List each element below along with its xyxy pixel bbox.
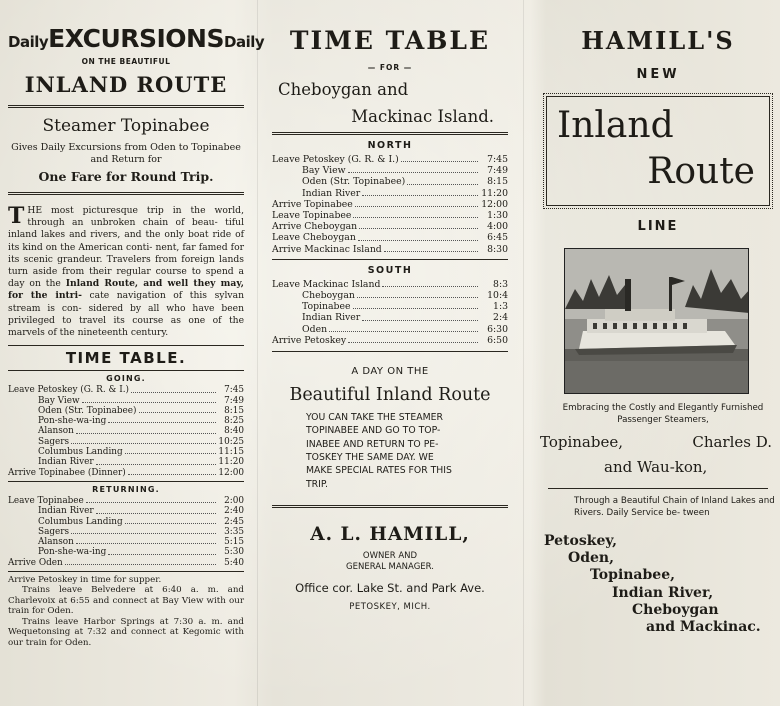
departure-time: 3:35	[224, 526, 244, 537]
north-schedule	[272, 154, 508, 255]
departure-time: 7:45	[487, 154, 508, 165]
going-schedule	[8, 385, 244, 478]
para-line: sidered by all who have been privileged to	[8, 302, 245, 326]
leader-dots	[125, 517, 216, 524]
stop-name: Leave Topinabee	[272, 210, 352, 222]
schedule-row	[8, 406, 244, 416]
stop-item: and Mackinac.	[646, 619, 761, 636]
leader-dots	[125, 447, 216, 454]
para-line: Travelers from foreign lands turn aside from	[8, 253, 244, 278]
general-manager: GENERAL MANAGER.	[346, 561, 434, 572]
departure-time: 8:30	[487, 243, 508, 255]
stop-name: Leave Cheboygan	[272, 232, 356, 244]
stop-name: Pon-she-wa-ing	[38, 547, 107, 558]
divider	[8, 481, 244, 482]
departure-time: 10:25	[218, 436, 244, 447]
hamills-heading: HAMILL'S	[581, 26, 735, 55]
stop-name: Bay View	[302, 165, 346, 177]
divider	[8, 105, 244, 108]
schedule-row	[272, 301, 508, 312]
owner-name: A. L. HAMILL,	[310, 523, 470, 545]
note-harbor-springs: Trains leave Harbor Springs at 7:30 a. m. and Wequetonsing at 7:32 and connect at Kegomic with our train for Oden.	[8, 616, 244, 648]
schedule-row	[272, 221, 508, 232]
boat-charles-d: Charles D.	[692, 433, 772, 451]
inland-word: Inland	[557, 105, 674, 146]
para-line: HE most picturesque trip in the world,	[27, 205, 244, 216]
middle-panel	[272, 0, 508, 706]
leader-dots	[71, 437, 216, 444]
schedule-row	[8, 437, 244, 447]
divider	[8, 192, 244, 195]
stop-item: Topinabee,	[590, 567, 675, 584]
schedule-row	[8, 426, 244, 436]
leader-dots	[108, 547, 216, 554]
excursions-heading	[8, 24, 265, 53]
steamer-topinabee: Steamer Topinabee	[42, 116, 210, 136]
para-line: cate navigation of this sylvan stream is con-	[8, 290, 244, 314]
departure-time: 12:00	[481, 198, 508, 210]
divider	[8, 345, 244, 346]
leader-dots	[96, 457, 216, 464]
divider	[8, 571, 244, 572]
departure-time: 11:20	[481, 187, 508, 199]
going-heading: GOING.	[106, 374, 146, 384]
embracing-text: Embracing the Costly and Elegantly Furnished Passenger Steamers,	[562, 403, 764, 425]
leader-dots	[362, 188, 478, 196]
description-paragraph	[8, 205, 244, 339]
one-fare: One Fare for Round Trip.	[38, 169, 214, 184]
para-line: their regular course to spend a day on the	[8, 266, 244, 290]
fold-line	[523, 0, 524, 706]
departure-time: 1:30	[487, 210, 508, 222]
departure-time: 10:4	[487, 290, 508, 302]
for-text: FOR	[379, 63, 401, 72]
schedule-row	[272, 279, 508, 290]
departure-time: 2:00	[224, 495, 244, 506]
departure-time: 5:15	[224, 537, 244, 548]
schedule-row	[8, 527, 244, 537]
stop-name: Columbus Landing	[38, 447, 123, 458]
boat-topinabee: Topinabee,	[540, 433, 623, 451]
daily-left: Daily	[8, 33, 49, 51]
departure-time: 6:45	[487, 232, 508, 244]
a-day-on-the: A DAY ON THE	[351, 366, 429, 378]
departure-time: 12:00	[218, 467, 244, 478]
para-line: travel its course as one of the marvels of the	[8, 314, 245, 339]
leader-dots	[348, 165, 478, 173]
left-panel	[8, 0, 265, 706]
stop-name: Leave Petoskey (G. R. & I.)	[8, 385, 129, 396]
steamer-photo	[564, 248, 749, 394]
cheboygan-line: Cheboygan and	[278, 80, 409, 99]
leader-dots	[357, 290, 478, 298]
departure-time: 8:25	[224, 416, 244, 427]
stop-item: Cheboygan	[632, 601, 719, 618]
stop-name: Bay View	[38, 395, 80, 406]
schedule-row	[272, 232, 508, 243]
stop-name: Alanson	[38, 537, 74, 548]
stop-name: Oden	[302, 323, 328, 335]
schedule-row	[272, 324, 508, 335]
leader-dots	[384, 244, 478, 252]
stop-name: Pon-she-wa-ing	[38, 416, 107, 427]
schedule-row	[272, 290, 508, 301]
schedule-row	[272, 312, 508, 323]
stops-list	[540, 533, 776, 636]
stop-name: Cheboygan	[302, 290, 355, 302]
mackinac-line: Mackinac Island.	[351, 107, 494, 126]
stop-name: Indian River	[38, 506, 94, 517]
you-can-line: TRIP.	[306, 478, 328, 490]
para-line: nineteenth century.	[77, 327, 169, 339]
leader-dots	[131, 385, 216, 392]
departure-time: 8:40	[224, 426, 244, 437]
leader-dots	[76, 537, 216, 544]
stop-name: Indian River	[302, 187, 361, 199]
stop-name: Columbus Landing	[38, 516, 123, 527]
para-line: boat ride of its kind on the American conti-	[8, 229, 245, 253]
departure-time: 8:15	[224, 405, 244, 416]
departure-time: 2:4	[493, 312, 508, 324]
stop-name: Sagers	[38, 526, 70, 537]
right-panel	[540, 0, 776, 706]
drop-cap: T	[8, 203, 25, 229]
stop-name: Oden (Str. Topinabee)	[302, 176, 406, 188]
departure-time: 6:50	[487, 334, 508, 346]
divider	[272, 259, 508, 260]
through-text: Through a Beautiful Chain of Inland Lakes and Rivers. Daily Service be- tween	[574, 496, 775, 518]
city: PETOSKEY, MICH.	[349, 601, 431, 612]
leader-dots	[382, 279, 478, 287]
schedule-row	[8, 385, 244, 395]
you-can-take	[272, 411, 508, 491]
departure-time: 8:15	[487, 176, 508, 188]
stop-name: Leave Mackinac Island	[272, 278, 381, 290]
leader-dots	[362, 312, 478, 320]
route-word: Route	[647, 151, 755, 192]
south-heading: SOUTH	[367, 264, 413, 276]
departure-time: 7:49	[487, 165, 508, 177]
divider	[272, 351, 508, 352]
gives-excursions: Gives Daily Excursions from Oden to Topinabee and Return for	[11, 142, 241, 165]
leader-dots	[348, 335, 478, 343]
leader-dots	[353, 301, 479, 309]
schedule-row	[272, 244, 508, 255]
excursions-word: EXCURSIONS	[48, 24, 224, 53]
departure-time: 7:49	[224, 395, 244, 406]
para-line: through an unbroken chain of beau-	[27, 217, 218, 229]
inland-route-heading: INLAND ROUTE	[24, 72, 228, 97]
departure-time: 2:45	[224, 516, 244, 527]
para-line: tiful inland lakes and rivers, and the only	[8, 217, 245, 241]
stop-name: Arrive Cheboygan	[272, 221, 358, 233]
schedule-row	[8, 457, 244, 467]
leader-dots	[329, 324, 478, 332]
new-label: NEW	[636, 67, 680, 82]
schedule-row	[8, 447, 244, 457]
fold-line	[257, 0, 258, 706]
stop-item: Indian River,	[612, 584, 714, 601]
schedule-row	[8, 396, 244, 406]
steamer-names	[540, 430, 776, 480]
stop-name: Indian River	[302, 312, 361, 324]
stop-name: Arrive Oden	[8, 557, 63, 568]
for-label: — FOR —	[367, 63, 413, 72]
departure-time: 5:40	[224, 557, 244, 568]
divider	[272, 132, 508, 135]
leader-dots	[96, 506, 216, 513]
leader-dots	[108, 416, 216, 423]
on-the-beautiful: ON THE BEAUTIFUL	[81, 57, 171, 66]
schedule-row	[272, 335, 508, 346]
schedule-row	[8, 547, 244, 557]
stop-name: Topinabee	[302, 301, 351, 313]
you-can-line: TOSKEY THE SAME DAY. WE	[306, 451, 434, 463]
departure-time: 11:15	[218, 447, 244, 458]
divider	[548, 488, 768, 489]
para-line: nent, far famed for its scenic grandeur.	[8, 241, 244, 265]
note-belvedere: Trains leave Belvedere at 6:40 a. m. and Charlevoix at 6:55 and connect at Bay View with our train for Oden.	[8, 585, 244, 617]
para-line: Inland Route, and well they may, for the intri-	[8, 278, 244, 302]
daily-right: Daily	[224, 33, 265, 51]
departure-time: 8:3	[493, 278, 508, 290]
stop-name: Arrive Topinabee (Dinner)	[8, 467, 126, 478]
leader-dots	[407, 176, 478, 184]
departure-time: 5:30	[224, 547, 244, 558]
schedule-row	[8, 506, 244, 516]
leader-dots	[139, 406, 216, 413]
leader-dots	[359, 221, 478, 229]
leader-dots	[128, 468, 216, 475]
timetable-heading: TIME TABLE.	[65, 349, 187, 368]
stop-name: Alanson	[38, 426, 74, 437]
you-can-line: INABEE AND RETURN TO PE-	[306, 438, 439, 450]
departure-time: 1:3	[493, 301, 508, 313]
stop-name: Sagers	[38, 436, 70, 447]
owner-and: OWNER AND	[362, 550, 418, 561]
boat-waukon: and Wau-kon,	[604, 458, 708, 476]
schedule-row	[8, 537, 244, 547]
schedule-row	[8, 517, 244, 527]
you-can-line: MAKE SPECIAL RATES FOR THIS	[306, 465, 452, 477]
office-address: Office cor. Lake St. and Park Ave.	[295, 580, 485, 595]
stop-item: Petoskey,	[544, 533, 618, 549]
note-supper: Arrive Petoskey in time for supper.	[8, 574, 162, 585]
schedule-row	[272, 154, 508, 165]
leader-dots	[86, 496, 216, 503]
returning-heading: RETURNING.	[92, 484, 160, 494]
timetable-title: TIME TABLE	[289, 26, 491, 55]
leader-dots	[71, 527, 216, 534]
leader-dots	[355, 199, 478, 207]
stop-item: Oden,	[568, 550, 614, 567]
steamer-illustration	[565, 249, 749, 394]
departure-time: 2:40	[224, 506, 244, 517]
divider	[8, 370, 244, 371]
stop-name: Arrive Petoskey	[272, 334, 347, 346]
schedule-row	[272, 165, 508, 176]
leader-dots	[358, 232, 478, 240]
stop-name: Oden (Str. Topinabee)	[38, 405, 137, 416]
stop-name: Arrive Mackinac Island	[272, 243, 382, 255]
returning-schedule	[8, 496, 244, 568]
line-label: LINE	[637, 219, 679, 234]
inland-route-box	[546, 96, 770, 206]
schedule-row	[272, 199, 508, 210]
leader-dots	[76, 426, 216, 433]
schedule-row	[272, 210, 508, 221]
departure-time: 6:30	[487, 323, 508, 335]
schedule-row	[272, 188, 508, 199]
schedule-row	[8, 558, 244, 568]
south-schedule	[272, 279, 508, 346]
stop-name: Leave Topinabee	[8, 495, 84, 506]
divider	[272, 505, 508, 508]
leader-dots	[82, 396, 216, 403]
leader-dots	[65, 558, 216, 565]
stop-name: Indian River	[38, 457, 94, 468]
owner-title	[272, 551, 508, 573]
leader-dots	[401, 154, 478, 162]
schedule-row	[8, 468, 244, 478]
leader-dots	[353, 210, 478, 218]
stop-name: Leave Petoskey (G. R. & I.)	[272, 154, 399, 165]
departure-time: 4:00	[487, 221, 508, 233]
departure-time: 7:45	[224, 385, 244, 396]
schedule-row	[8, 496, 244, 506]
you-can-line: YOU CAN TAKE THE STEAMER	[306, 412, 443, 424]
you-can-line: TOPINABEE AND GO TO TOP-	[306, 425, 441, 437]
departure-time: 11:20	[218, 457, 244, 468]
beautiful-inland-route: Beautiful Inland Route	[289, 385, 491, 406]
schedule-row	[8, 416, 244, 426]
schedule-row	[272, 176, 508, 187]
north-heading: NORTH	[367, 140, 413, 151]
stop-name: Arrive Topinabee	[272, 198, 353, 210]
